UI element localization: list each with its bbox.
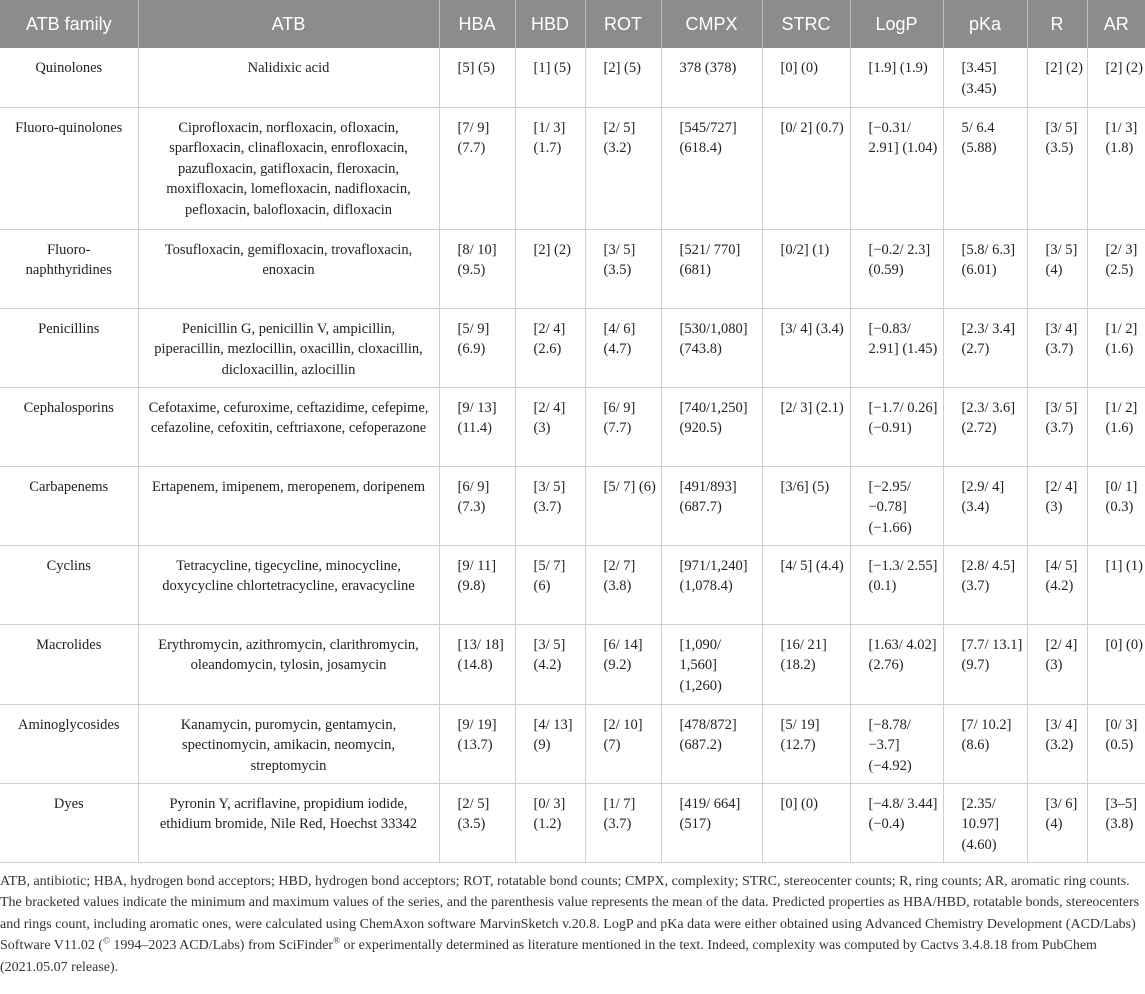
- cell-atb: Erythromycin, azithromycin, clarithromycin, oleandomycin, tylosin, josamycin: [138, 624, 439, 704]
- cell-cmpx: [740/1,250] (920.5): [661, 387, 762, 466]
- registered-mark: ®: [333, 935, 340, 946]
- cell-family: Fluoro-quinolones: [0, 107, 138, 229]
- cell-strc: [3/6] (5): [762, 466, 850, 545]
- cell-rot: [1/ 7] (3.7): [585, 783, 661, 862]
- cell-logp: [−0.2/ 2.3] (0.59): [850, 229, 943, 308]
- cell-ar: [2] (2): [1087, 48, 1145, 107]
- cell-r: [2/ 4] (3): [1027, 466, 1087, 545]
- cell-hbd: [2/ 4] (3): [515, 387, 585, 466]
- header-rot: ROT: [585, 0, 661, 48]
- cell-pka: [2.8/ 4.5] (3.7): [943, 545, 1027, 624]
- cell-logp: [−8.78/ −3.7] (−4.92): [850, 704, 943, 783]
- cell-logp: [−0.31/ 2.91] (1.04): [850, 107, 943, 229]
- cell-pka: [7/ 10.2] (8.6): [943, 704, 1027, 783]
- cell-hba: [6/ 9] (7.3): [439, 466, 515, 545]
- cell-r: [2/ 4] (3): [1027, 624, 1087, 704]
- cell-rot: [6/ 14] (9.2): [585, 624, 661, 704]
- cell-cmpx: [491/893] (687.7): [661, 466, 762, 545]
- cell-logp: [−2.95/ −0.78] (−1.66): [850, 466, 943, 545]
- cell-family: Penicillins: [0, 308, 138, 387]
- cell-r: [3/ 4] (3.7): [1027, 308, 1087, 387]
- cell-cmpx: 378 (378): [661, 48, 762, 107]
- cell-hba: [9/ 13] (11.4): [439, 387, 515, 466]
- cell-atb: Kanamycin, puromycin, gentamycin, spectinomycin, amikacin, neomycin, streptomycin: [138, 704, 439, 783]
- methods-note-part2: 1994–2023 ACD/Labs) from SciFinder: [109, 938, 334, 953]
- table-row: [0, 107, 1145, 229]
- cell-logp: [−1.7/ 0.26] (−0.91): [850, 387, 943, 466]
- cell-ar: [0] (0): [1087, 624, 1145, 704]
- table-row: [0, 545, 1145, 624]
- cell-family: Macrolides: [0, 624, 138, 704]
- cell-strc: [5/ 19] (12.7): [762, 704, 850, 783]
- cell-rot: [2/ 5] (3.2): [585, 107, 661, 229]
- cell-cmpx: [419/ 664] (517): [661, 783, 762, 862]
- header-strc: STRC: [762, 0, 850, 48]
- cell-ar: [1/ 3] (1.8): [1087, 107, 1145, 229]
- cell-cmpx: [530/1,080] (743.8): [661, 308, 762, 387]
- methods-note: [0, 892, 1145, 978]
- cell-strc: [2/ 3] (2.1): [762, 387, 850, 466]
- cell-atb: Ciprofloxacin, norfloxacin, ofloxacin, sparfloxacin, clinafloxacin, enrofloxacin, pazufloxacin, gatifloxacin, fleroxacin, moxifloxacin, lomefloxacin, nadifloxacin, pefloxacin, balofloxacin, difloxacin: [138, 107, 439, 229]
- abbreviations-note: ATB, antibiotic; HBA, hydrogen bond acceptors; HBD, hydrogen bond acceptors; ROT, rotatable bond counts; CMPX, complexity; STRC, stereocenter counts; R, ring counts; AR, aromatic ring counts.: [0, 873, 1130, 889]
- header-atb-family: ATB family: [0, 0, 138, 48]
- cell-hbd: [1] (5): [515, 48, 585, 107]
- methods-note-part1: The bracketed values indicate the minimum and maximum values of the series, and the parenthesis value represents the mean of the data. Predicted properties as HBA/HBD, rotatable bonds, stereocenters and rings count, including aromatic ones, were calculated using ChemAxon software MarvinSketch v.20.8. LogP and pKa data were either obtained using Advanced Chemistry Development (ACD/Labs) Software V11.02 (: [0, 895, 1140, 953]
- header-r: R: [1027, 0, 1087, 48]
- cell-hba: [9/ 11] (9.8): [439, 545, 515, 624]
- table-row: [0, 704, 1145, 783]
- cell-pka: [3.45] (3.45): [943, 48, 1027, 107]
- cell-ar: [2/ 3] (2.5): [1087, 229, 1145, 308]
- cell-cmpx: [545/727] (618.4): [661, 107, 762, 229]
- cell-ar: [1] (1): [1087, 545, 1145, 624]
- cell-logp: [−1.3/ 2.55] (0.1): [850, 545, 943, 624]
- cell-pka: [2.3/ 3.6] (2.72): [943, 387, 1027, 466]
- cell-atb: Tetracycline, tigecycline, minocycline, doxycycline chlortetracycline, eravacycline: [138, 545, 439, 624]
- cell-family: Fluoro-naphthyridines: [0, 229, 138, 308]
- header-cmpx: CMPX: [661, 0, 762, 48]
- table-row: [0, 466, 1145, 545]
- cell-hba: [9/ 19] (13.7): [439, 704, 515, 783]
- cell-atb: Nalidixic acid: [138, 48, 439, 107]
- cell-cmpx: [521/ 770] (681): [661, 229, 762, 308]
- table-row: [0, 624, 1145, 704]
- cell-cmpx: [971/1,240] (1,078.4): [661, 545, 762, 624]
- cell-logp: [1.9] (1.9): [850, 48, 943, 107]
- cell-family: Dyes: [0, 783, 138, 862]
- cell-cmpx: [1,090/ 1,560] (1,260): [661, 624, 762, 704]
- cell-rot: [2/ 10] (7): [585, 704, 661, 783]
- cell-cmpx: [478/872] (687.2): [661, 704, 762, 783]
- cell-logp: [−0.83/ 2.91] (1.45): [850, 308, 943, 387]
- cell-family: Carbapenems: [0, 466, 138, 545]
- cell-rot: [2/ 7] (3.8): [585, 545, 661, 624]
- table-row: [0, 48, 1145, 107]
- cell-strc: [16/ 21] (18.2): [762, 624, 850, 704]
- header-logp: LogP: [850, 0, 943, 48]
- cell-hba: [5] (5): [439, 48, 515, 107]
- cell-family: Quinolones: [0, 48, 138, 107]
- cell-rot: [2] (5): [585, 48, 661, 107]
- header-pka: pKa: [943, 0, 1027, 48]
- cell-hbd: [2] (2): [515, 229, 585, 308]
- cell-pka: [2.3/ 3.4] (2.7): [943, 308, 1027, 387]
- cell-hba: [2/ 5] (3.5): [439, 783, 515, 862]
- cell-ar: [0/ 3] (0.5): [1087, 704, 1145, 783]
- header-hba: HBA: [439, 0, 515, 48]
- cell-ar: [3–5] (3.8): [1087, 783, 1145, 862]
- cell-r: [2] (2): [1027, 48, 1087, 107]
- cell-strc: [0/ 2] (0.7): [762, 107, 850, 229]
- cell-strc: [0] (0): [762, 783, 850, 862]
- cell-atb: Penicillin G, penicillin V, ampicillin, piperacillin, mezlocillin, oxacillin, cloxacillin, dicloxacillin, azlocillin: [138, 308, 439, 387]
- header-atb: ATB: [138, 0, 439, 48]
- cell-r: [3/ 5] (3.5): [1027, 107, 1087, 229]
- cell-hbd: [3/ 5] (4.2): [515, 624, 585, 704]
- cell-atb: Pyronin Y, acriflavine, propidium iodide, ethidium bromide, Nile Red, Hoechst 33342: [138, 783, 439, 862]
- cell-hbd: [3/ 5] (3.7): [515, 466, 585, 545]
- header-ar: AR: [1087, 0, 1145, 48]
- table-row: [0, 783, 1145, 862]
- cell-family: Aminoglycosides: [0, 704, 138, 783]
- methods-note-part3: or experimentally determined as literature mentioned in the text. Indeed, complexity was computed by Cactvs 3.4.8.18 from PubChem (2021.05.07 release).: [0, 938, 1097, 975]
- cell-pka: 5/ 6.4 (5.88): [943, 107, 1027, 229]
- table-footnotes: [0, 863, 1145, 979]
- cell-strc: [0/2] (1): [762, 229, 850, 308]
- cell-family: Cyclins: [0, 545, 138, 624]
- header-row: [0, 0, 1145, 48]
- table-row: [0, 308, 1145, 387]
- cell-hba: [5/ 9] (6.9): [439, 308, 515, 387]
- cell-pka: [2.9/ 4] (3.4): [943, 466, 1027, 545]
- cell-strc: [4/ 5] (4.4): [762, 545, 850, 624]
- cell-pka: [7.7/ 13.1] (9.7): [943, 624, 1027, 704]
- table-row: [0, 387, 1145, 466]
- header-hbd: HBD: [515, 0, 585, 48]
- cell-strc: [3/ 4] (3.4): [762, 308, 850, 387]
- cell-r: [3/ 4] (3.2): [1027, 704, 1087, 783]
- cell-atb: Cefotaxime, cefuroxime, ceftazidime, cefepime, cefazoline, cefoxitin, ceftriaxone, cefoperazone: [138, 387, 439, 466]
- cell-r: [3/ 5] (3.7): [1027, 387, 1087, 466]
- cell-r: [4/ 5] (4.2): [1027, 545, 1087, 624]
- cell-hbd: [1/ 3] (1.7): [515, 107, 585, 229]
- cell-rot: [4/ 6] (4.7): [585, 308, 661, 387]
- copyright-mark: ©: [103, 935, 110, 946]
- cell-atb: Tosufloxacin, gemifloxacin, trovafloxacin, enoxacin: [138, 229, 439, 308]
- cell-hba: [13/ 18] (14.8): [439, 624, 515, 704]
- cell-rot: [3/ 5] (3.5): [585, 229, 661, 308]
- cell-hbd: [2/ 4] (2.6): [515, 308, 585, 387]
- cell-logp: [1.63/ 4.02] (2.76): [850, 624, 943, 704]
- cell-ar: [1/ 2] (1.6): [1087, 308, 1145, 387]
- cell-atb: Ertapenem, imipenem, meropenem, doripenem: [138, 466, 439, 545]
- cell-hbd: [5/ 7] (6): [515, 545, 585, 624]
- cell-ar: [1/ 2] (1.6): [1087, 387, 1145, 466]
- cell-r: [3/ 6] (4): [1027, 783, 1087, 862]
- cell-r: [3/ 5] (4): [1027, 229, 1087, 308]
- cell-ar: [0/ 1] (0.3): [1087, 466, 1145, 545]
- cell-family: Cephalosporins: [0, 387, 138, 466]
- cell-hba: [8/ 10] (9.5): [439, 229, 515, 308]
- cell-hbd: [0/ 3] (1.2): [515, 783, 585, 862]
- cell-pka: [2.35/ 10.97] (4.60): [943, 783, 1027, 862]
- cell-hba: [7/ 9] (7.7): [439, 107, 515, 229]
- table-row: [0, 229, 1145, 308]
- cell-rot: [6/ 9] (7.7): [585, 387, 661, 466]
- cell-rot: [5/ 7] (6): [585, 466, 661, 545]
- cell-hbd: [4/ 13] (9): [515, 704, 585, 783]
- cell-pka: [5.8/ 6.3] (6.01): [943, 229, 1027, 308]
- cell-strc: [0] (0): [762, 48, 850, 107]
- cell-logp: [−4.8/ 3.44] (−0.4): [850, 783, 943, 862]
